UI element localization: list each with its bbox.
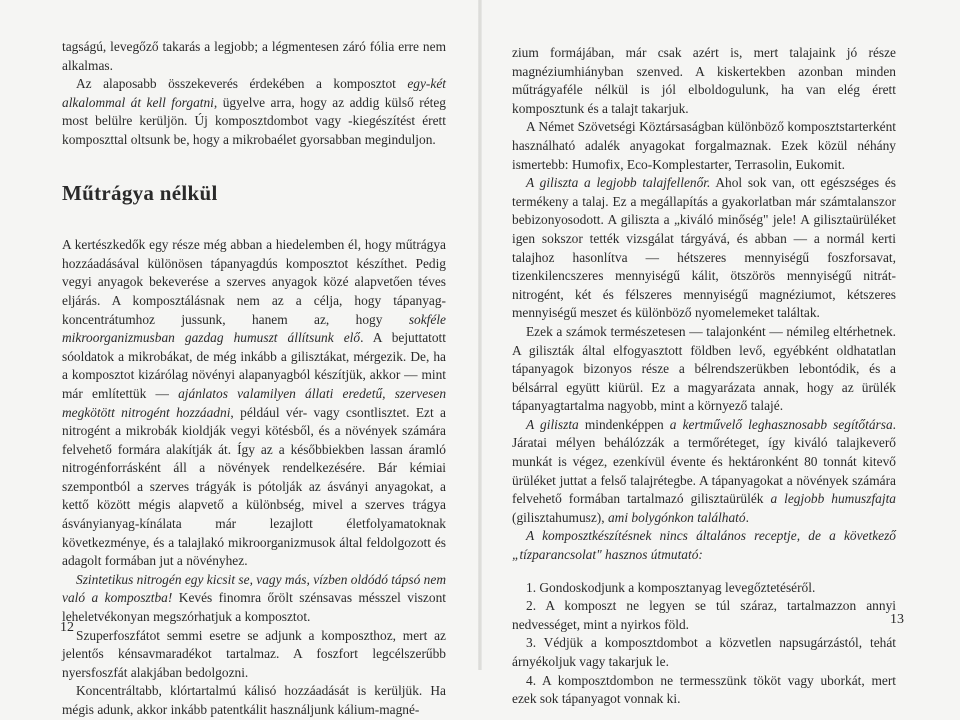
page-number-left: 12 <box>60 620 74 635</box>
spacer <box>512 565 896 579</box>
list-item: 4. A komposztdombon ne termesszünk tököt vagy uborkát, mert ezek sok tápanyagot vonnak ki. <box>512 672 896 707</box>
right-paragraph-6: A komposztkészítésnek nincs általános receptje, de a következő „tízparancsolat" hasznos útmutató: <box>512 528 896 563</box>
right-paragraph-5: A giliszta mindenképpen a kertművelő leghasznosabb segítőtársa. Járatai mélyen behálózzák a termőréteget, így kiváló talajkeverő munkát is végez, ezenkívül évente és hektáronként 80 tonnát kitevő ürüléket juttat a felső talajrétegbe. A tápanyagokat a növények számára felvehető formában tartalmazó gilisztaürülék a legjobb humuszfajta (gilisztahumusz), ami bolygónkon található. <box>512 416 897 525</box>
left-paragraph-4: Szintetikus nitrogén egy kicsit se, vagy más, vízben oldódó tápsó nem való a komposztba! Kevés finomra őrölt szénsavas mésszel viszont leheletvékonyan megszórhatjuk a komposztot. <box>62 571 446 625</box>
left-paragraph-2: Az alaposabb összekeverés érdekében a komposztot egy-két alkalommal át kell forgatni, ügyelve arra, hogy az addig külső réteg most belülre kerüljön. Új komposztdombot vagy -kiegészítést érett komposzttal oltsunk be, hogy a mikrobaélet gyorsabban meginduljon. <box>62 76 446 147</box>
right-paragraph-3: A giliszta a legjobb talajfellenőr. Ahol sok van, ott egészséges és termékeny a talaj. Ez a megállapítás a gyakorlatban már számtalanszor bebizonyosodott. A giliszta a „kiváló minőség" jele! A gilisztaürüléket igen sokszor tették vizsgálat tárgyává, és abban — a normál kerti talajhoz hasonlítva — hétszeres mennyiségű foszforsavat, tizenkilencszeres mennyiségű kálit, ötszörös mennyiségű nitrát-nitrogént, két és félszeres mennyiségű magnéziumot, kétszeres mennyiségű meszet és különböző nyomelemeket találtak. <box>512 175 896 321</box>
section-heading: Műtrágya nélkül <box>62 180 218 205</box>
list-item: 1. Gondoskodjunk a komposztanyag levegőztetéséről. <box>526 579 816 595</box>
list-item: 3. Védjük a komposztdombot a közvetlen napsugárzástól, tehát árnyékoljuk vagy takarjuk le. <box>512 635 896 669</box>
right-page <box>482 0 960 707</box>
left-text-column <box>62 38 446 720</box>
ten-commandments-list <box>512 579 896 709</box>
left-paragraph-6: Koncentráltabb, klórtartalmú kálisó hozzáadását is kerüljük. Ha mégis adunk, akkor inkább patentkálit használjunk kálium-magné- <box>62 683 446 717</box>
list-item: 2. A komposzt ne legyen se túl száraz, tartalmazzon annyi nedvességet, mint a nyirkos föld. <box>512 598 896 632</box>
left-paragraph-5: Szuperfoszfátot semmi esetre se adjunk a komposzthoz, mert az jelentős kénsavmaradékot tartalmaz. A foszfort legcélszerűbb nyersfoszfát alakjában bedolgozni. <box>62 627 446 680</box>
page-number-right: 13 <box>890 612 904 627</box>
left-page <box>0 0 478 717</box>
right-paragraph-4: Ezek a számok természetesen — talajonként — némileg eltérhetnek. A giliszták által elfogyasztott földben levő, egyébként oldhatatlan tápanyagok bizonyos része a bélrendszerükben lebontódik, és a bélsárral együtt kiürül. Ez a magyarázata annak, hogy az ürülék tápanyagtartalma nagyobb, mint a környező talajé. <box>512 323 896 414</box>
right-paragraph-1: zium formájában, már csak azért is, mert talajaink jó része magnéziumhiányban szenved. A kiskertekben azonban minden műtrágyaféle nélkül is jól elboldogulunk, ha van elég érett komposztunk és a talajt takarjuk. <box>512 45 896 116</box>
left-paragraph-3: A kertészkedők egy része még abban a hiedelemben él, hogy műtrágya hozzáadásával különösen tápanyagdús komposztot készíthet. Pedig vegyi anyagok bekeverése a szerves anyagok közé alapvetően téves eljárás. A komposztálásnak nem az a célja, hogy tápanyag-koncentrátumhoz jussunk, hanem az, hogy sokféle mikroorganizmusban gazdag humuszt állítsunk elő. A bejuttatott sóoldatok a mikrobákat, de még inkább a gilisztákat, mérgezik. De, ha a komposztot kizárólag növényi alapanyagból készítjük, akkor — mint már említettük — ajánlatos valamilyen állati eredetű, szervesen megkötött nitrogént hozzáadni, például vér- vagy csontlisztet. Ezt a nitrogént a mikrobák kioldják vegyi kötésből, és a növények számára felvehető formára alakítják át. Így az a későbbiekben lassan áramló nitrogénforrásként áll a növények rendelkezésére. Bár kémiai szempontból a szerves trágyák is pótolják az ásványi anyagokat, a kettő között mégis alapvető a különbség, mivel a szerves trágya ásványianyag-kínálata már lezajlott életfolyamatoknak következménye, és a talajlakó mikroorganizmusok által feldolgozott és adagolt formában jut a növényhez. <box>62 237 447 569</box>
right-paragraph-2: A Német Szövetségi Köztársaságban különböző komposztstarterként használható adalék anyagokat forgalmaznak. Ezek közül néhány ismertebb: Humofix, Eco-Komplestarter, Terrasolin, Eukomit. <box>512 119 896 172</box>
left-paragraph-1: tagságú, levegőző takarás a legjobb; a légmentesen záró fólia erre nem alkalmas. <box>62 39 446 73</box>
right-text-column <box>512 44 896 709</box>
